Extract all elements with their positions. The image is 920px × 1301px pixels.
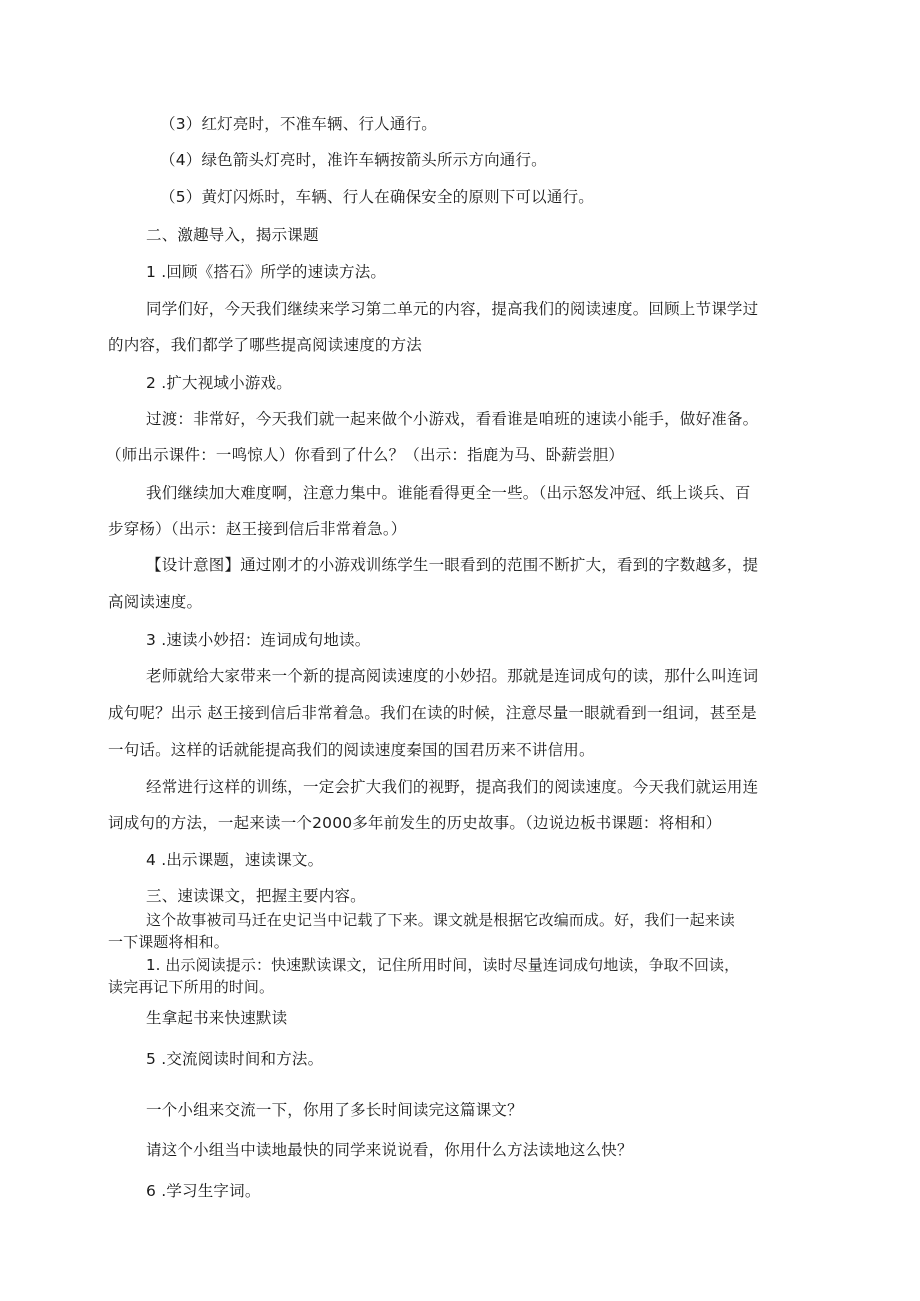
item-5-heading: 5 .交流阅读时间和方法。: [146, 1050, 324, 1068]
rule-red-line: （3）红灯亮时，不准车辆、行人通行。: [160, 115, 437, 133]
paragraph-line: 读完再记下所用的时间。: [108, 978, 275, 996]
paragraph-line: 经常进行这样的训练，一定会扩大我们的视野，提高我们的阅读速度。今天我们就运用连: [146, 778, 759, 796]
section-2-heading: 二、激趣导入，揭示课题: [146, 226, 319, 244]
item-3-heading: 3 .速读小妙招：连词成句地读。: [146, 631, 371, 649]
paragraph-line: 这个故事被司马迁在史记当中记载了下来。课文就是根据它改编而成。好，我们一起来读: [146, 911, 735, 929]
paragraph-line: 高阅读速度。: [108, 593, 203, 611]
paragraph-line: 同学们好，今天我们继续来学习第二单元的内容，提高我们的阅读速度。回顾上节课学过: [146, 300, 759, 318]
item-2-heading: 2 .扩大视域小游戏。: [146, 374, 292, 392]
reading-hint-line: 1. 出示阅读提示：快速默读课文，记住所用时间，读时尽量连词成句地读，争取不回读，: [146, 956, 740, 974]
item-6-heading: 6 .学习生字词。: [146, 1182, 261, 1200]
paragraph-line: 一下课题将相和。: [108, 933, 229, 951]
paragraph-line: 过渡：非常好，今天我们就一起来做个小游戏，看看谁是咱班的速读小能手，做好准备。: [146, 410, 759, 428]
paragraph-line: 我们继续加大难度啊，注意力集中。谁能看得更全一些。（出示怒发冲冠、纸上谈兵、百: [146, 484, 751, 502]
paragraph-line: 的内容，我们都学了哪些提高阅读速度的方法: [108, 336, 423, 354]
paragraph-line: 成句呢？出示 赵王接到信后非常着急。我们在读的时候，注意尽量一眼就看到一组词，甚至是: [108, 704, 757, 722]
section-3-heading: 三、速读课文，把握主要内容。: [146, 887, 366, 905]
paragraph-line: 请这个小组当中读地最快的同学来说说看，你用什么方法读地这么快？: [146, 1141, 633, 1159]
item-4-heading: 4 .出示课题，速读课文。: [146, 851, 324, 869]
item-1-heading: 1 .回顾《搭石》所学的速读方法。: [146, 263, 387, 281]
rule-arrow-line: （4）绿色箭头灯亮时，准许车辆按箭头所示方向通行。: [160, 151, 547, 169]
paragraph-line: 老师就给大家带来一个新的提高阅读速度的小妙招。那就是连词成句的读，那什么叫连词: [146, 667, 759, 685]
paragraph-line: 步穿杨）（出示：赵王接到信后非常着急。）: [108, 520, 407, 538]
rule-yellow-line: （5）黄灯闪烁时，车辆、行人在确保安全的原则下可以通行。: [160, 188, 594, 206]
paragraph-line: 生拿起书来快速默读: [146, 1009, 288, 1027]
paragraph-line: （师出示课件：一鸣惊人）你看到了什么？（出示：指鹿为马、卧薪尝胆）: [106, 446, 625, 464]
paragraph-line: 一句话。这样的话就能提高我们的阅读速度秦国的国君历来不讲信用。: [108, 741, 595, 759]
paragraph-line: 一个小组来交流一下，你用了多长时间读完这篇课文？: [146, 1101, 523, 1119]
paragraph-line: 词成句的方法，一起来读一个2000多年前发生的历史故事。（边说边板书课题：将相和）: [108, 814, 722, 832]
design-intent-line: 【设计意图】通过刚才的小游戏训练学生一眼看到的范围不断扩大，看到的字数越多，提: [146, 556, 759, 574]
